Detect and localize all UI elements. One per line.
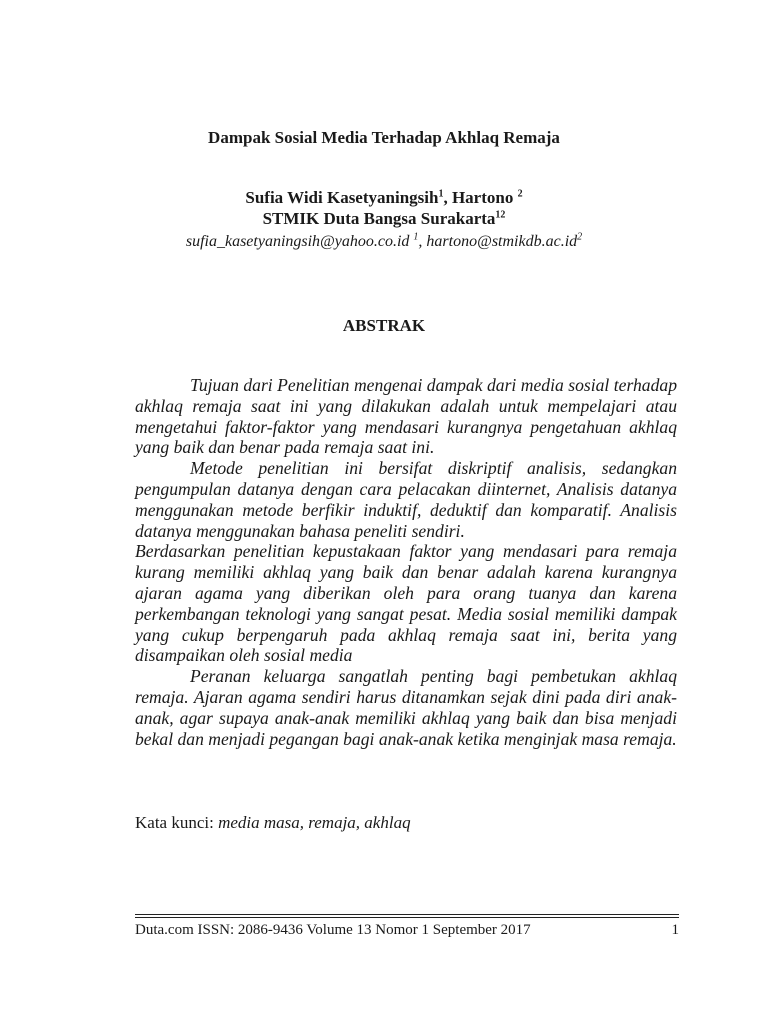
- keywords-value: media masa, remaja, akhlaq: [218, 813, 411, 832]
- page-number: 1: [671, 922, 679, 938]
- author-emails: [0, 233, 768, 251]
- email-1: sufia_kasetyaningsih@yahoo.co.id: [185, 233, 414, 250]
- footer-rule-bottom: [135, 917, 679, 918]
- abstract-heading: ABSTRAK: [342, 316, 426, 335]
- abstract-paragraph: Peranan keluarga sangatlah penting bagi pembetukan akhlaq remaja. Ajaran agama sendiri harus ditanamkan sejak dini pada diri anak-anak, agar supaya anak-anak memiliki akhlaq yang baik dan bisa menjadi bekal dan menjadi pegangan bagi anak-anak ketika menginjak masa remaja.: [135, 666, 677, 749]
- abstract-paragraph: Berdasarkan penelitian kepustakaan faktor yang mendasari para remaja kurang memiliki akhlaq yang baik dan benar adalah karena kurangnya ajaran agama yang diberikan oleh para orang tuanya dan karena perkembangan teknologi yang sangat pesat. Media sosial memiliki dampak yang cukup berpengaruh pada akhlaq remaja saat ini, berita yang disampaikan oleh sosial media: [135, 541, 677, 666]
- author-separator: , Hartono: [443, 188, 518, 207]
- footer-journal-info: Duta.com ISSN: 2086-9436 Volume 13 Nomor 1 September 2017: [135, 922, 531, 938]
- email-2: , hartono@stmikdb.ac.id: [418, 233, 578, 250]
- abstract-paragraph: Tujuan dari Penelitian mengenai dampak dari media sosial terhadap akhlaq remaja saat ini yang dilakukan adalah untuk mempelajari atau mengetahui faktor-faktor yang mendasari kurangnya pengetahuan akhlaq yang baik dan benar pada remaja saat ini.: [135, 375, 677, 458]
- footer-rule-top: [135, 914, 679, 915]
- email-1-sup: 1: [413, 231, 419, 243]
- affiliation-sup: 12: [495, 209, 506, 221]
- author-affiliation: [0, 208, 768, 229]
- affiliation-name: STMIK Duta Bangsa Surakarta: [262, 209, 496, 228]
- author-names: [0, 187, 768, 208]
- page-footer: [135, 922, 679, 939]
- abstract-paragraph: Metode penelitian ini bersifat diskriptif analisis, sedangkan pengumpulan datanya dengan cara pelacakan diinternet, Analisis datanya menggunakan metode berfikir induktif, deduktif dan komparatif. Analisis datanya menggunakan bahasa peneliti sendiri.: [135, 458, 677, 541]
- keywords-label: Kata kunci: [135, 813, 210, 832]
- author-1-name: Sufia Widi Kasetyaningsih: [245, 188, 439, 207]
- keywords-line: [135, 813, 411, 833]
- paper-title: Dampak Sosial Media Terhadap Akhlaq Remaja: [208, 128, 560, 147]
- keywords-colon: :: [209, 813, 219, 832]
- author-block: [0, 187, 768, 229]
- abstract-body: [135, 375, 677, 749]
- email-2-sup: 2: [577, 231, 583, 243]
- author-2-sup: 2: [517, 188, 523, 200]
- author-1-sup: 1: [438, 188, 444, 200]
